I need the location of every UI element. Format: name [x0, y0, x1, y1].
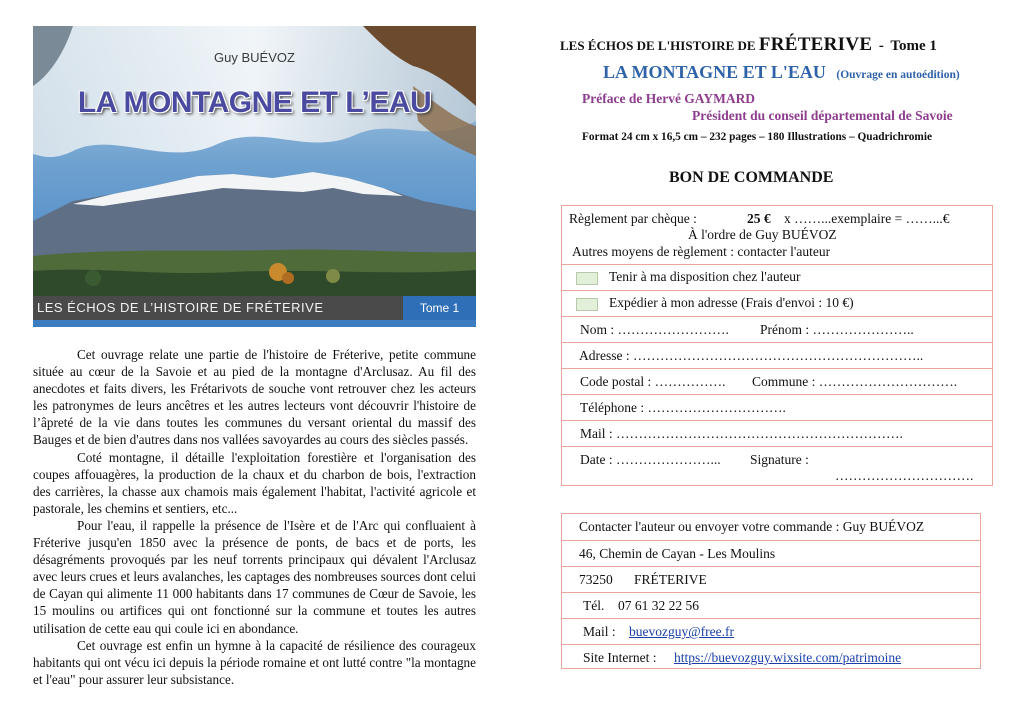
book-description: [33, 346, 476, 688]
commune-field[interactable]: Commune : ………………………….: [752, 374, 958, 389]
address-row: [562, 342, 992, 368]
other-payment-means: Autres moyens de règlement : contacter l'auteur: [572, 244, 831, 259]
order-form-title: BON DE COMMANDE: [669, 169, 834, 186]
cover-tome-badge: Tome 1: [403, 296, 476, 320]
series-prefix: LES ÉCHOS DE L'HISTOIRE DE: [560, 38, 756, 53]
name-row: [562, 316, 992, 342]
mail-field[interactable]: Mail : ……………………………………………………….: [580, 426, 903, 441]
contact-street-row: [562, 540, 980, 566]
date-signature-row: [562, 446, 992, 485]
description-paragraph: Pour l'eau, il rappelle la présence de l'Isère et de l'Arc qui confluaient à Fréterive jusqu'en 1850 avec la présence de ponts, de bacs et de ports, les désagréments provoqués par les neuf torrents principaux qui dévalent l'Arclusaz avec leurs crues et leurs avalanches, les captages des nombreuses sources dont celui de Cayan qui alimente 11 000 habitants dans 17 communes de Cœur de Savoie, les 15 moulins ou artifices qui ont fonctionné sur la commune et toutes les autres utilisation de cette eau qui coule ici en abondance.: [33, 517, 476, 636]
contact-mail-label: Mail :: [583, 624, 616, 639]
contact-city-row: [562, 566, 980, 592]
contact-street: 46, Chemin de Cayan - Les Moulins: [579, 546, 776, 561]
book-title-note: (Ouvrage en autoédition): [836, 69, 960, 81]
description-paragraph: Cet ouvrage relate une partie de l'histoire de Fréterive, petite commune située au cœur de la Savoie et au pied de la montagne d'Arclusaz. Au fil des anecdotes et faits divers, les Frétarivots de souche vont retrouver chez les acteurs les patronymes de leurs ancêtres et les autres lecteurs vont découvrir l'histoire de l’âpreté de la vie dans toutes les communes du versant oriental du massif des Bauges et de bien d'autres dans nos vallées savoyardes au cours des siècles passés.: [33, 347, 476, 448]
nom-field[interactable]: Nom : …………………….: [580, 322, 729, 337]
book-title: LA MONTAGNE ET L'EAU: [603, 62, 826, 82]
adresse-field[interactable]: Adresse : ………………………………………………………..: [579, 348, 924, 363]
payment-section: [562, 206, 992, 264]
contact-phone-row: [562, 592, 980, 618]
pickup-checkbox[interactable]: [576, 272, 598, 285]
contact-tel: 07 61 32 22 56: [618, 598, 699, 613]
contact-site-link[interactable]: https://buevozguy.wixsite.com/patrimoine: [674, 650, 902, 665]
contact-postcode: 73250: [579, 572, 613, 587]
book-cover: [33, 26, 476, 327]
format-line: Format 24 cm x 16,5 cm – 232 pages – 180 Illustrations – Quadrichromie: [582, 131, 932, 143]
description-paragraph: Cet ouvrage est enfin un hymne à la capacité de résilience des courageux habitants qui ont vécu ici depuis la période romaine et ont lutté contre "la montagne et l'eau" pour assurer leur subsistance.: [33, 637, 476, 687]
telephone-field[interactable]: Téléphone : ………………………….: [580, 400, 786, 415]
contact-site-label: Site Internet :: [583, 650, 657, 665]
phone-row: [562, 394, 992, 420]
contact-mail-link[interactable]: buevozguy@free.fr: [629, 624, 735, 639]
contact-tel-label: Tél.: [583, 598, 605, 613]
price: 25 €: [747, 211, 771, 226]
series-heading: [560, 34, 990, 56]
ship-checkbox[interactable]: [576, 298, 598, 311]
payment-formula[interactable]: x ……...exemplaire = ……...€: [784, 211, 950, 226]
prenom-field[interactable]: Prénom : …………………..: [760, 322, 914, 337]
signature-label: Signature :: [750, 452, 809, 467]
contact-site-row: [562, 644, 980, 670]
payment-label: Règlement par chèque :: [569, 211, 697, 226]
cover-series: LES ÉCHOS DE L’HISTOIRE DE FRÉTERIVE: [37, 300, 324, 315]
contact-mail-row: [562, 618, 980, 644]
option-ship-row[interactable]: [562, 290, 992, 316]
cover-title: LA MONTAGNE ET L’EAU: [77, 86, 432, 119]
signature-field[interactable]: ………………………….: [835, 468, 974, 483]
contact-intro-row: [562, 514, 980, 540]
president-line: Président du conseil départemental de Savoie: [692, 108, 953, 123]
contact-box: [561, 513, 981, 669]
cover-author: Guy BUÉVOZ: [214, 50, 295, 65]
option-pickup-row[interactable]: [562, 264, 992, 290]
series-tome: Tome 1: [890, 38, 937, 54]
preface-line: Préface de Hervé GAYMARD: [582, 91, 756, 106]
payee: À l'ordre de Guy BUÉVOZ: [688, 227, 837, 242]
series-town: FRÉTERIVE: [758, 34, 873, 55]
option-ship-label: Expédier à mon adresse (Frais d'envoi : 10 €): [609, 295, 854, 310]
postcode-row: [562, 368, 992, 394]
date-field[interactable]: Date : …………………...: [580, 452, 721, 467]
mail-row: [562, 420, 992, 446]
contact-intro: Contacter l'auteur ou envoyer votre commande : Guy BUÉVOZ: [579, 519, 925, 534]
code-postal-field[interactable]: Code postal : …………….: [580, 374, 726, 389]
order-form: [561, 205, 993, 486]
description-paragraph: Coté montagne, il détaille l'exploitation forestière et l'organisation des coupes affouagères, la production de la chaux et du charbon de bois, l'extraction des carrières, la chasse aux chamois mais également l'habitat, l'activité agricole et pastorale, les chemins et sentiers, etc...: [33, 449, 476, 516]
book-title-heading: [603, 62, 960, 83]
contact-city: FRÉTERIVE: [634, 572, 707, 587]
option-pickup-label: Tenir à ma disposition chez l'auteur: [609, 269, 801, 284]
series-separator: -: [878, 38, 884, 54]
cover-landscape-image: [33, 26, 476, 327]
